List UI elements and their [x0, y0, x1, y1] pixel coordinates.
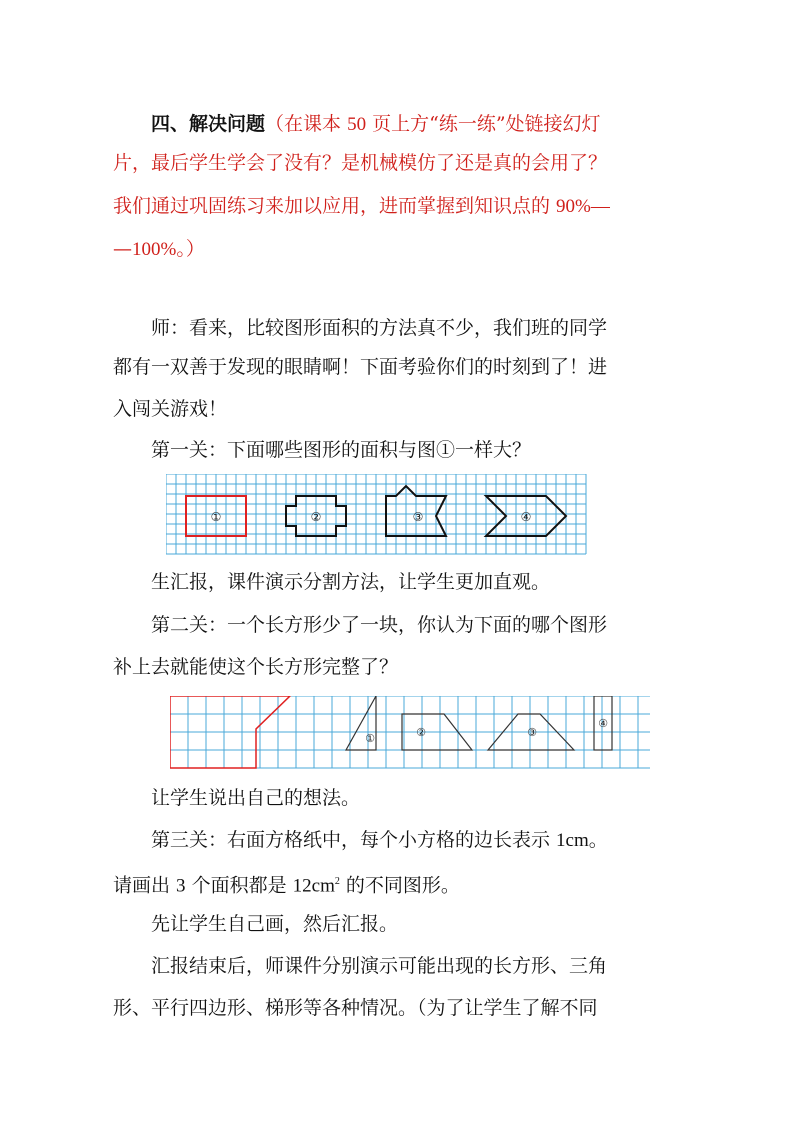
- shape-count: 3: [176, 875, 186, 897]
- piece-3-label: ③: [527, 726, 537, 739]
- level-3-period: 。: [588, 829, 608, 851]
- level-3-text-3: 个面积都是: [185, 874, 293, 897]
- note-percent-100: 100%: [132, 239, 177, 260]
- report-1: 生汇报，课件演示分割方法，让学生更加直观。: [151, 571, 551, 593]
- note-text-3: 我们通过巩固练习来加以应用，进而掌握到知识点的: [113, 195, 557, 217]
- shape-2-label: ②: [310, 510, 322, 524]
- after-line-1: 汇报结束后，师课件分别演示可能出现的长方形、三角: [151, 955, 608, 977]
- section-heading-line-1: [113, 104, 673, 145]
- level-3-line-1: [113, 820, 673, 861]
- teacher-line-2: 都有一双善于发现的眼睛啊！下面考验你们的时刻到了！进: [113, 356, 608, 378]
- level-2-line-2: 补上去就能使这个长方形完整了？: [113, 656, 399, 678]
- level-3-text-2: 请画出: [113, 874, 177, 897]
- unit-length: 1cm: [556, 830, 589, 851]
- level-2-grid-figure: [170, 696, 652, 770]
- draw-first-line: 先让学生自己画，然后汇报。: [151, 913, 399, 935]
- note-percent-90: 90%—: [556, 196, 610, 217]
- level-3-line-2: [113, 862, 673, 906]
- after-line-2: 形、平行四边形、梯形等各种情况。（为了让学生了解不同: [113, 997, 598, 1019]
- grid-lines: [170, 696, 650, 768]
- note-line-2: 片，最后学生学会了没有？是机械模仿了还是真的会用了？: [113, 152, 608, 174]
- teacher-line-1: 师：看来，比较图形面积的方法真不少，我们班的同学: [151, 317, 608, 339]
- piece-2-label: ②: [416, 726, 426, 739]
- level-3-text-4: 的不同图形。: [339, 874, 460, 897]
- section-title: 四、解决问题: [151, 113, 266, 135]
- note-text-2: 页上方“练一练”处链接幻灯: [366, 113, 601, 135]
- note-text-1: 在课本: [284, 113, 348, 135]
- note-page-number: 50: [347, 114, 367, 135]
- piece-4-label: ④: [598, 717, 608, 730]
- teacher-line-3: 入闯关游戏！: [113, 398, 228, 420]
- piece-1-label: ①: [365, 732, 375, 745]
- shape-3-label: ③: [412, 510, 424, 524]
- note-dash: —: [113, 238, 132, 260]
- note-line-4: [113, 229, 673, 270]
- note-open: （: [265, 113, 285, 135]
- level-1-grid-figure: [166, 474, 590, 558]
- ideas-line: 让学生说出自己的想法。: [151, 787, 361, 809]
- level-1-question: 第一关：下面哪些图形的面积与图①一样大？: [151, 439, 532, 461]
- level-3-text-1: 第三关：右面方格纸中，每个小方格的边长表示: [151, 829, 557, 851]
- shape-1-label: ①: [210, 510, 222, 524]
- shape-4-label: ④: [520, 510, 532, 524]
- level-2-line-1: 第二关：一个长方形少了一块，你认为下面的哪个图形: [151, 614, 608, 636]
- area-value: 12cm: [292, 875, 335, 897]
- note-line-3: [113, 186, 673, 227]
- area-exponent: 2: [334, 876, 340, 887]
- note-close: 。）: [176, 238, 205, 260]
